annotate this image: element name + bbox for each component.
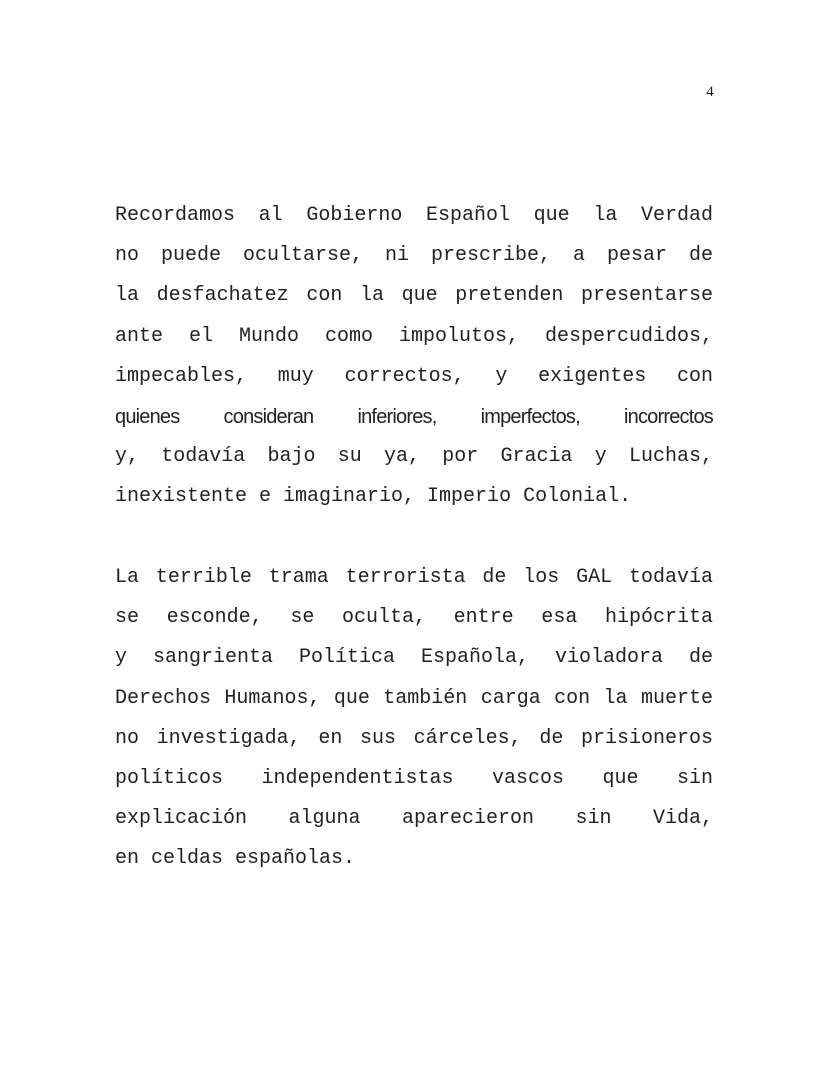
text-line: impecables, muy correctos, y exigentes con bbox=[115, 364, 713, 388]
text-line: no puede ocultarse, ni prescribe, a pesar de bbox=[115, 244, 713, 268]
text-line: y sangrienta Política Española, violadora de bbox=[115, 646, 713, 670]
text-line: explicación alguna aparecieron sin Vida, bbox=[115, 807, 713, 831]
text-line: quienes consideran inferiores, imperfectos, incorrectos bbox=[115, 405, 713, 428]
paragraph-2 bbox=[115, 558, 713, 880]
text-line: Recordamos al Gobierno Español que la Verdad bbox=[115, 204, 713, 227]
text-line: y, todavía bajo su ya, por Gracia y Luchas, bbox=[115, 445, 713, 469]
text-line: la desfachatez con la que pretenden presentarse bbox=[115, 284, 713, 308]
text-line: La terrible trama terrorista de los GAL todavía bbox=[115, 566, 713, 589]
text-line: Derechos Humanos, que también carga con la muerte bbox=[115, 686, 713, 710]
paragraph-1 bbox=[115, 196, 713, 518]
text-line: se esconde, se oculta, entre esa hipócrita bbox=[115, 606, 713, 630]
text-line: en celdas españolas. bbox=[115, 847, 356, 871]
text-line: ante el Mundo como impolutos, despercudidos, bbox=[115, 324, 713, 348]
page-number: 4 bbox=[706, 84, 714, 100]
text-line: inexistente e imaginario, Imperio Colonial. bbox=[115, 485, 632, 509]
text-line: políticos independentistas vascos que sin bbox=[115, 766, 713, 790]
text-line: no investigada, en sus cárceles, de prisioneros bbox=[115, 726, 713, 750]
